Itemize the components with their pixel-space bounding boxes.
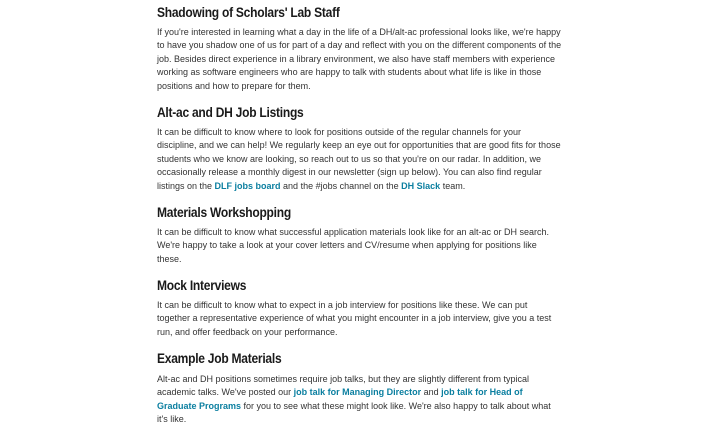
section-heading: Materials Workshopping xyxy=(157,204,291,220)
section-heading: Mock Interviews xyxy=(157,277,247,293)
dh-slack-link[interactable]: DH Slack xyxy=(401,180,441,191)
section-heading: Alt-ac and DH Job Listings xyxy=(157,104,304,120)
section-paragraph: If you're interested in learning what a day in the life of a DH/alt-ac professional looks like, we're happy to have you shadow one of us for part of a day and reflect with you on the different components of the job. Besides direct experience in a library environment, we also have staff members with experience working as software engineers who are happy to talk with students about what life is like in those positions and how to prepare for them. xyxy=(157,27,562,91)
paragraph-text: team. xyxy=(440,180,466,191)
paragraph-text: Alt-ac and DH positions sometimes require job talks, but they are slightly different from typical academic talks. We've posted our xyxy=(157,374,529,398)
section-paragraph: It can be difficult to know what successful application materials look like for an alt-ac or DH search. We're happy to take a look at your cover letters and CV/resume when applying for positions like these. xyxy=(157,227,550,264)
paragraph-text: and xyxy=(421,387,442,398)
head-of-graduate-programs-talk-link[interactable]: job talk for Head of Graduate Programs xyxy=(157,387,523,411)
paragraph-text: for you to see what these might look like. We're also happy to talk about what it's like. xyxy=(157,400,551,425)
section-paragraph: It can be difficult to know what to expect in a job interview for positions like these. We can put together a representative experience of what you might encounter in a job interview, give you a test run, and offer feedback on your performance. xyxy=(157,300,552,337)
section-paragraph xyxy=(157,126,562,193)
managing-director-talk-link[interactable]: job talk for Managing Director xyxy=(293,387,422,398)
section-heading: Example Job Materials xyxy=(157,350,282,366)
dlf-jobs-board-link[interactable]: DLF jobs board xyxy=(214,180,281,191)
paragraph-text: It can be difficult to know where to look for positions outside of the regular channels for your discipline, and we can help! We regularly keep an eye out for opportunities that are good fits for those students who we know are looking, so reach out to us so that you're on our radar. In addition, we occasionally release a monthly digest in our newsletter (sign up below). You can also find regular listings on the xyxy=(157,127,561,191)
paragraph-text: and the #jobs channel on the xyxy=(280,180,402,191)
section-paragraph xyxy=(157,373,562,427)
section-heading: Shadowing of Scholars' Lab Staff xyxy=(157,4,340,20)
